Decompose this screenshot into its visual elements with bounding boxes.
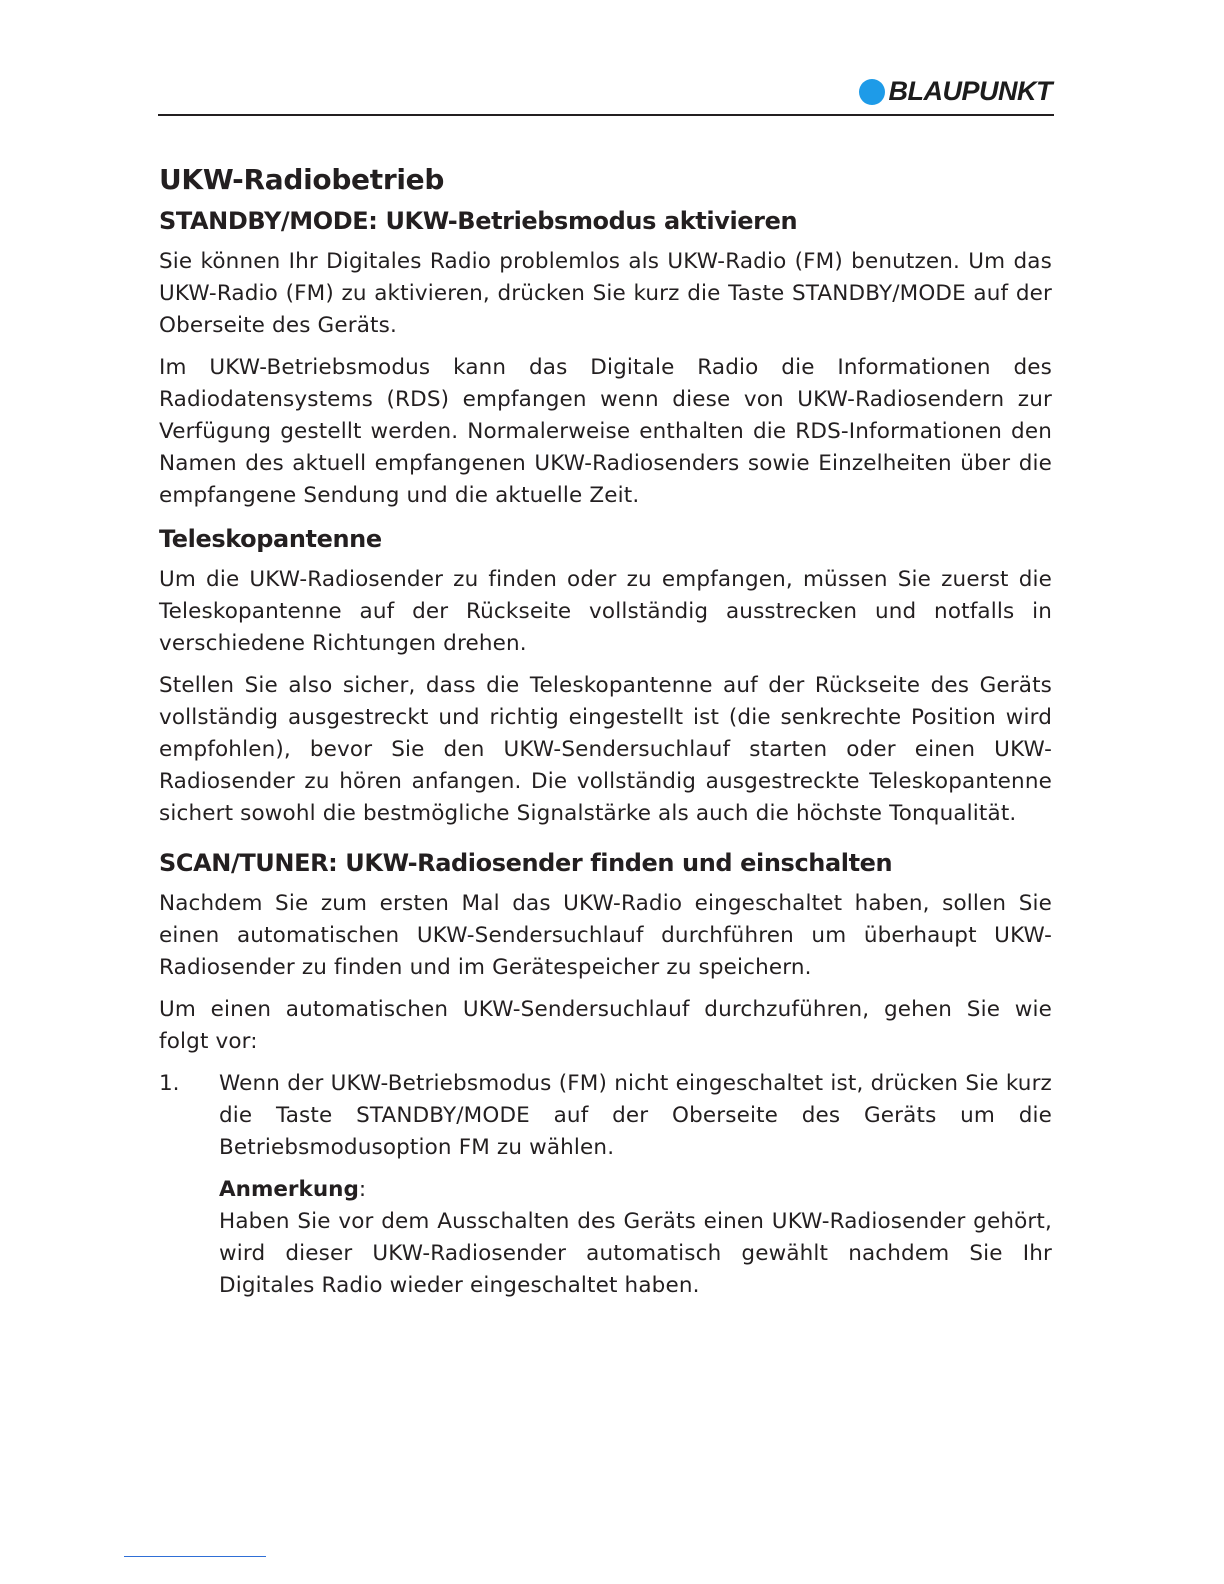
note-text: Haben Sie vor dem Ausschalten des Geräts einen UKW-Radiosender gehört, wird dieser UKW-Radiosender automatisch gewählt nachdem Sie Ihr Digitales Radio wieder eingeschaltet haben. [219,1209,1052,1298]
page-title: UKW-Radiobetrieb [159,163,445,196]
section-heading-standby-mode: STANDBY/MODE: UKW-Betriebsmodus aktivieren [159,207,798,235]
section-heading-scan-tuner: SCAN/TUNER: UKW-Radiosender finden und einschalten [159,849,893,877]
section-heading-telescopic-antenna: Teleskopantenne [159,525,382,553]
paragraph: Sie können Ihr Digitales Radio problemlos als UKW-Radio (FM) benutzen. Um das UKW-Radio (FM) zu aktivieren, drücken Sie kurz die Taste STANDBY/MODE auf der Oberseite des Geräts. [159,249,1052,338]
paragraph: Stellen Sie also sicher, dass die Teleskopantenne auf der Rückseite des Geräts vollständig ausgestreckt und richtig eingestellt ist (die senkrechte Position wird empfohlen), bevor Sie den UKW-Sendersuchlauf starten oder einen UKW-Radiosender zu hören anfangen. Die vollständig ausgestreckte Teleskopantenne sichert sowohl die bestmögliche Signalstärke als auch die höchste Tonqualität. [159,673,1052,826]
paragraph: Im UKW-Betriebsmodus kann das Digitale Radio die Informationen des Radiodatensystems (RDS) empfangen wenn diese von UKW-Radiosendern zur Verfügung gestellt werden. Normalerweise enthalten die RDS-Informationen den Namen des aktuell empfangenen UKW-Radiosenders sowie Einzelheiten über die empfangene Sendung und die aktuelle Zeit. [159,355,1052,508]
note-colon: : [358,1177,367,1202]
page-content [159,160,1052,1302]
note-title [219,1174,1052,1206]
page-header [158,70,1054,116]
brand-logo [859,78,1053,105]
paragraph: Nachdem Sie zum ersten Mal das UKW-Radio eingeschaltet haben, sollen Sie einen automatischen UKW-Sendersuchlauf durchführen um überhaupt UKW-Radiosender zu finden und im Gerätespeicher zu speichern. [159,891,1052,980]
step-body [219,1068,1052,1302]
list-item [159,1068,1052,1302]
step-number: 1. [159,1071,180,1096]
footer-link-line [124,1556,266,1557]
note-label: Anmerkung [219,1177,359,1202]
paragraph: Um die UKW-Radiosender zu finden oder zu empfangen, müssen Sie zuerst die Teleskopantenne auf der Rückseite vollständig ausstrecken und notfalls in verschiedene Richtungen drehen. [159,567,1052,656]
brand-name: BLAUPUNKT [888,76,1052,106]
steps-list [159,1068,1052,1302]
brand-dot-icon [859,79,885,105]
step-text: Wenn der UKW-Betriebsmodus (FM) nicht eingeschaltet ist, drücken Sie kurz die Taste STANDBY/MODE auf der Oberseite des Geräts um die Betriebsmodusoption FM zu wählen. [219,1071,1052,1160]
paragraph: Um einen automatischen UKW-Sendersuchlauf durchzuführen, gehen Sie wie folgt vor: [159,997,1052,1054]
